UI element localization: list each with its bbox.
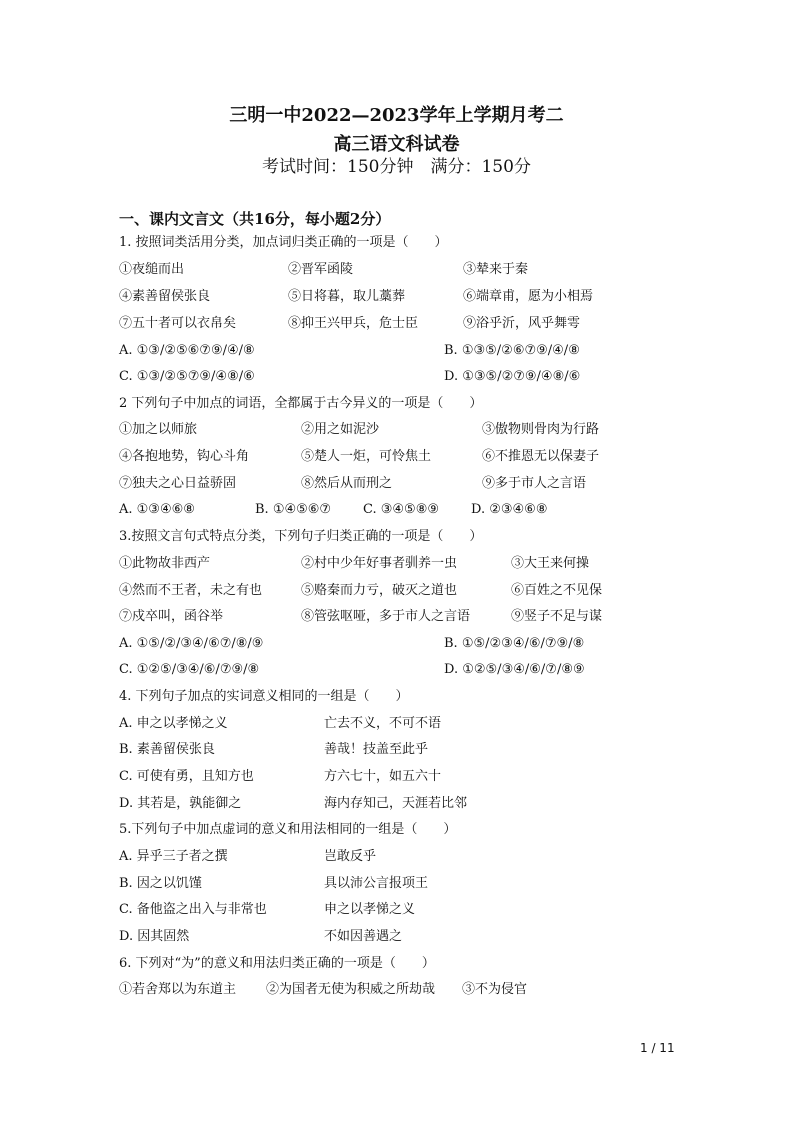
question-5-option-row — [119, 847, 739, 867]
item: ②晋军函陵 — [288, 262, 354, 277]
option-right: 岂敢反乎 — [324, 849, 377, 864]
option-b: B. ①④⑤⑥⑦ — [255, 502, 332, 517]
exam-info: 考试时间：150分钟 满分：150分 — [262, 157, 531, 177]
item: ②为国者无使为积威之所劫哉 — [266, 982, 436, 997]
item: ①加之以师旅 — [119, 422, 198, 437]
item: ⑤赂秦而力亏，破灭之道也 — [301, 583, 458, 598]
option-c: C. ①③/②⑤⑦⑨/④⑧/⑥ — [119, 369, 255, 384]
option-right: 亡去不义，不可不语 — [324, 716, 442, 731]
question-5-option-row — [119, 900, 739, 920]
question-4-option-row — [119, 767, 739, 787]
question-1-options-row — [119, 341, 739, 361]
question-4-option-row — [119, 794, 739, 814]
question-2-items-row — [119, 447, 739, 467]
item: ⑦五十者可以衣帛矣 — [119, 316, 237, 331]
item: ①若舍郑以为东道主 — [119, 982, 237, 997]
exam-subtitle: 高三语文科试卷 — [333, 134, 460, 155]
question-4-option-row — [119, 740, 739, 760]
item: ⑤楚人一炬，可怜焦土 — [301, 449, 432, 464]
question-5-option-row — [119, 927, 739, 947]
option-right: 不如因善遇之 — [324, 929, 403, 944]
question-2-options-row — [119, 500, 739, 520]
option-a: A. ①⑤/②/③④/⑥⑦/⑧/⑨ — [119, 636, 264, 651]
option-left: C. 备他盗之出入与非常也 — [119, 902, 267, 917]
item: ⑨浴乎沂，风乎舞雩 — [463, 316, 581, 331]
question-1-items-row — [119, 314, 739, 334]
question-1-stem: 1. 按照词类活用分类，加点词归类正确的一项是（ ） — [119, 235, 448, 250]
item: ①夜缒而出 — [119, 262, 185, 277]
item: ①此物故非西产 — [119, 556, 211, 571]
question-6-items-row — [119, 980, 739, 1000]
question-2-items-row — [119, 420, 739, 440]
question-6-stem: 6. 下列对“为”的意义和用法归类正确的一项是（ ） — [119, 956, 435, 971]
option-left: B. 素善留侯张良 — [119, 742, 215, 757]
question-3-options-row — [119, 634, 739, 654]
item: ③傲物则骨肉为行路 — [482, 422, 600, 437]
item: ②用之如泥沙 — [301, 422, 380, 437]
item: ⑦戍卒叫，函谷举 — [119, 609, 224, 624]
item: ⑧然后从而刑之 — [301, 476, 393, 491]
option-left: C. 可使有勇，且知方也 — [119, 769, 254, 784]
question-1-options-row — [119, 367, 739, 387]
option-right: 善哉！技盖至此乎 — [324, 742, 429, 757]
question-3-options-row — [119, 660, 739, 680]
question-3-items-row — [119, 581, 739, 601]
item: ⑨多于市人之言语 — [482, 476, 587, 491]
question-2-items-row — [119, 474, 739, 494]
question-3-items-row — [119, 607, 739, 627]
item: ③不为侵官 — [462, 982, 528, 997]
option-right: 方六七十，如五六十 — [324, 769, 442, 784]
option-left: B. 因之以饥馑 — [119, 876, 202, 891]
option-right: 具以沛公言报项王 — [324, 876, 429, 891]
option-c: C. ①②⑤/③④/⑥/⑦⑨/⑧ — [119, 662, 260, 677]
option-c: C. ③④⑤⑧⑨ — [363, 502, 440, 517]
option-b: B. ①⑤/②③④/⑥/⑦⑨/⑧ — [444, 636, 585, 651]
page-number: 1 / 11 — [640, 1041, 675, 1055]
item: ④素善留侯张良 — [119, 289, 211, 304]
item: ④各抱地势，钩心斗角 — [119, 449, 250, 464]
question-5-stem: 5.下列句子中加点虚词的意义和用法相同的一组是（ ） — [119, 822, 457, 837]
item: ⑥端章甫，愿为小相焉 — [463, 289, 594, 304]
item: ⑧抑王兴甲兵，危士臣 — [288, 316, 419, 331]
item: ③大王来何操 — [511, 556, 590, 571]
question-2-stem: 2 下列句子中加点的词语，全都属于古今异义的一项是（ ） — [119, 396, 483, 411]
item: ③辇来于秦 — [463, 262, 529, 277]
item: ⑦独夫之心日益骄固 — [119, 476, 237, 491]
item: ②村中少年好事者驯养一虫 — [301, 556, 458, 571]
question-3-items-row — [119, 554, 739, 574]
question-1-items-row — [119, 260, 739, 280]
item: ⑤日将暮，取儿藁葬 — [288, 289, 406, 304]
item: ④然而不王者，未之有也 — [119, 583, 263, 598]
option-left: A. 申之以孝悌之义 — [119, 716, 228, 731]
option-a: A. ①③/②⑤⑥⑦⑨/④/⑧ — [119, 343, 255, 358]
question-3-stem: 3.按照文言句式特点分类，下列句子归类正确的一项是（ ） — [119, 529, 483, 544]
option-right: 申之以孝悌之义 — [324, 902, 416, 917]
option-d: D. ②③④⑥⑧ — [471, 502, 548, 517]
item: ⑥不推恩无以保妻子 — [482, 449, 600, 464]
option-a: A. ①③④⑥⑧ — [119, 502, 195, 517]
item: ⑥百姓之不见保 — [511, 583, 603, 598]
exam-title: 三明一中2022—2023学年上学期月考二 — [229, 105, 564, 126]
option-d: D. ①③⑤/②⑦⑨/④⑧/⑥ — [444, 369, 581, 384]
option-left: A. 异乎三子者之撰 — [119, 849, 228, 864]
question-1-items-row — [119, 287, 739, 307]
option-d: D. ①②⑤/③④/⑥/⑦/⑧⑨ — [444, 662, 585, 677]
option-right: 海内存知己，天涯若比邻 — [324, 796, 468, 811]
question-5-option-row — [119, 874, 739, 894]
question-4-option-row — [119, 714, 739, 734]
question-4-stem: 4. 下列句子加点的实词意义相同的一组是（ ） — [119, 689, 409, 704]
option-left: D. 因其固然 — [119, 929, 190, 944]
section-heading: 一、课内文言文（共16分，每小题2分） — [119, 210, 391, 228]
option-b: B. ①③⑤/②⑥⑦⑨/④/⑧ — [444, 343, 580, 358]
item: ⑧管弦呕哑，多于市人之言语 — [301, 609, 471, 624]
option-left: D. 其若是，孰能御之 — [119, 796, 242, 811]
item: ⑨竖子不足与谋 — [511, 609, 603, 624]
